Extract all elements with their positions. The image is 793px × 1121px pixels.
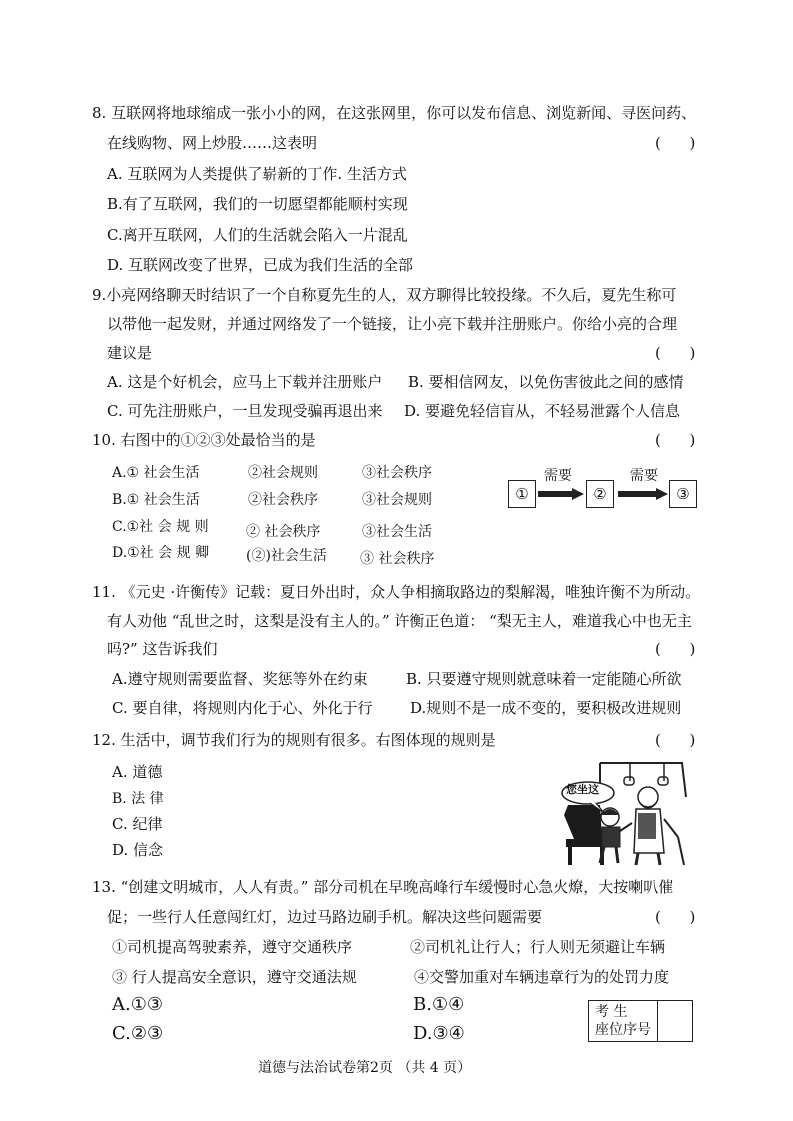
q13-stem-line2: 促；一些行人任意闯红灯，边过马路边刷手机。解决这些问题需要 xyxy=(107,908,543,926)
q10-row-b-col2: ②社会秩序 xyxy=(248,492,318,508)
q10-diagram-arrow-2 xyxy=(618,488,668,500)
q10-row-b-col1: B.① 社会生活 xyxy=(112,492,200,508)
q11-stem-line2: 有人劝他 “乱世之时，这梨是没有主人的。” 许衡正色道： “梨无主人，难道我心中也无主 xyxy=(107,612,692,630)
q12-option-d: D. 信念 xyxy=(112,841,164,859)
q10-diagram-box-1: ① xyxy=(508,480,536,508)
seat-number-box xyxy=(588,1000,693,1042)
q9-option-c: C. 可先注册账户，一旦发现受骗再退出来 xyxy=(107,402,383,420)
q9-option-a: A. 这是个好机会，应马上下载并注册账户 xyxy=(107,373,383,391)
q13-answer-paren: ( ) xyxy=(655,908,696,926)
q10-row-a-col1: A.① 社会生活 xyxy=(112,465,200,481)
seat-number-label-line2: 座位序号 xyxy=(595,1022,651,1038)
q11-option-b: B. 只要遵守规则就意味着一定能随心所欲 xyxy=(406,670,682,688)
q10-row-c-col1: C.①社 会 规 则 xyxy=(112,519,209,535)
q10-diagram-box-3: ③ xyxy=(669,480,697,508)
q9-stem-line3: 建议是 xyxy=(107,344,153,362)
q8-option-b: B.有了互联网，我们的一切愿望都能顺村实现 xyxy=(107,195,408,213)
q10-diagram-arrow1-label: 需要 xyxy=(544,468,572,484)
q8-answer-paren: ( ) xyxy=(655,134,696,152)
q11-option-a: A.遵守规则需要监督、奖惩等外在约束 xyxy=(112,670,368,688)
q11-option-c: C. 要自律，将规则内化于心、外化于行 xyxy=(112,699,373,717)
q13-stem-line1: 13. “创建文明城市，人人有责。” 部分司机在早晚高峰行车缓慢时心急火燎，大按喇叭催 xyxy=(92,878,674,896)
q10-stem: 10. 右图中的①②③处最恰当的是 xyxy=(92,431,316,449)
q12-option-c: C. 纪律 xyxy=(112,815,163,833)
q13-choice-b: B.①④ xyxy=(413,994,465,1015)
q11-stem-line1: 11. 《元史 ·许衡传》记载：夏日外出时，众人争相摘取路边的梨解渴，唯独许衡不为所动。 xyxy=(92,583,701,601)
q12-option-b: B. 法 律 xyxy=(112,791,164,807)
q12-stem: 12. 生活中，调节我们行为的规则有很多。右图体现的规则是 xyxy=(92,731,496,749)
q9-answer-paren: ( ) xyxy=(655,344,696,362)
q8-stem-line2: 在线购物、网上炒股……这表明 xyxy=(107,134,318,152)
q10-diagram-arrow-1 xyxy=(538,488,584,500)
q10-row-d-col3: ③ 社会秩序 xyxy=(360,551,435,567)
page-footer: 道德与法治试卷第2页 （共 4 页） xyxy=(258,1060,472,1076)
q10-row-c-col2: ② 社会秩序 xyxy=(246,524,321,540)
seat-number-label-line1: 考 生 xyxy=(595,1004,628,1020)
q10-row-b-col3: ③社会规则 xyxy=(362,492,432,508)
q10-row-a-col3: ③社会秩序 xyxy=(362,465,432,481)
q9-option-d: D. 要避免轻信盲从，不轻易泄露个人信息 xyxy=(404,402,681,420)
q11-option-d: D.规则不是一成不变的，要积极改进规则 xyxy=(410,699,682,717)
q13-item-1: ①司机提高驾驶素养，遵守交通秩序 xyxy=(112,938,353,956)
q11-answer-paren: ( ) xyxy=(655,640,696,658)
q12-seat-offering-illustration xyxy=(560,757,698,867)
q10-row-c-col3: ③社会生活 xyxy=(362,524,432,540)
q10-answer-paren: ( ) xyxy=(655,431,696,449)
q8-option-c: C.离开互联网，人们的生活就会陷入一片混乱 xyxy=(107,226,408,244)
q12-answer-paren: ( ) xyxy=(655,731,696,749)
q8-option-a: A. 互联网为人类提供了崭新的丁作. 生活方式 xyxy=(107,165,407,183)
q9-stem-line2: 以带他一起发财，并通过网络发了一个链接，让小亮下载并注册账户。你给小亮的合理 xyxy=(107,315,678,333)
q8-stem-line1: 8. 互联网将地球缩成一张小小的网，在这张网里，你可以发布信息、浏览新闻、寻医问药、 xyxy=(92,104,697,122)
q8-option-d: D. 互联网改变了世界，已成为我们生活的全部 xyxy=(107,256,414,274)
q9-option-b: B. 要相信网友，以免伤害彼此之间的感情 xyxy=(408,373,684,391)
q12-speech-bubble-text: 您坐这 xyxy=(566,783,599,796)
q13-choice-a: A.①③ xyxy=(112,994,163,1015)
q10-diagram-box-2: ② xyxy=(586,480,614,508)
seat-number-field[interactable] xyxy=(658,1001,693,1042)
seat-number-label xyxy=(589,1001,658,1042)
q10-row-d-col2: (②)社会生活 xyxy=(246,548,327,564)
q13-choice-d: D.③④ xyxy=(413,1023,465,1044)
q9-stem-line1: 9.小亮网络聊天时结识了一个自称夏先生的人，双方聊得比较投缘。不久后，夏先生称可 xyxy=(92,286,677,304)
q10-diagram-arrow2-label: 需要 xyxy=(630,468,658,484)
q13-item-4: ④交警加重对车辆违章行为的处罚力度 xyxy=(414,968,670,986)
q12-option-a: A. 道德 xyxy=(112,763,163,781)
q13-item-3: ③ 行人提高安全意识，遵守交通法规 xyxy=(112,968,357,986)
q10-row-a-col2: ②社会规则 xyxy=(248,465,318,481)
q11-stem-line3: 吗?” 这告诉我们 xyxy=(107,640,218,658)
q13-choice-c: C.②③ xyxy=(112,1023,164,1044)
q10-row-d-col1: D.①社 会 规 卿 xyxy=(112,545,210,561)
q13-item-2: ②司机礼让行人；行人则无须避让车辆 xyxy=(410,938,666,956)
